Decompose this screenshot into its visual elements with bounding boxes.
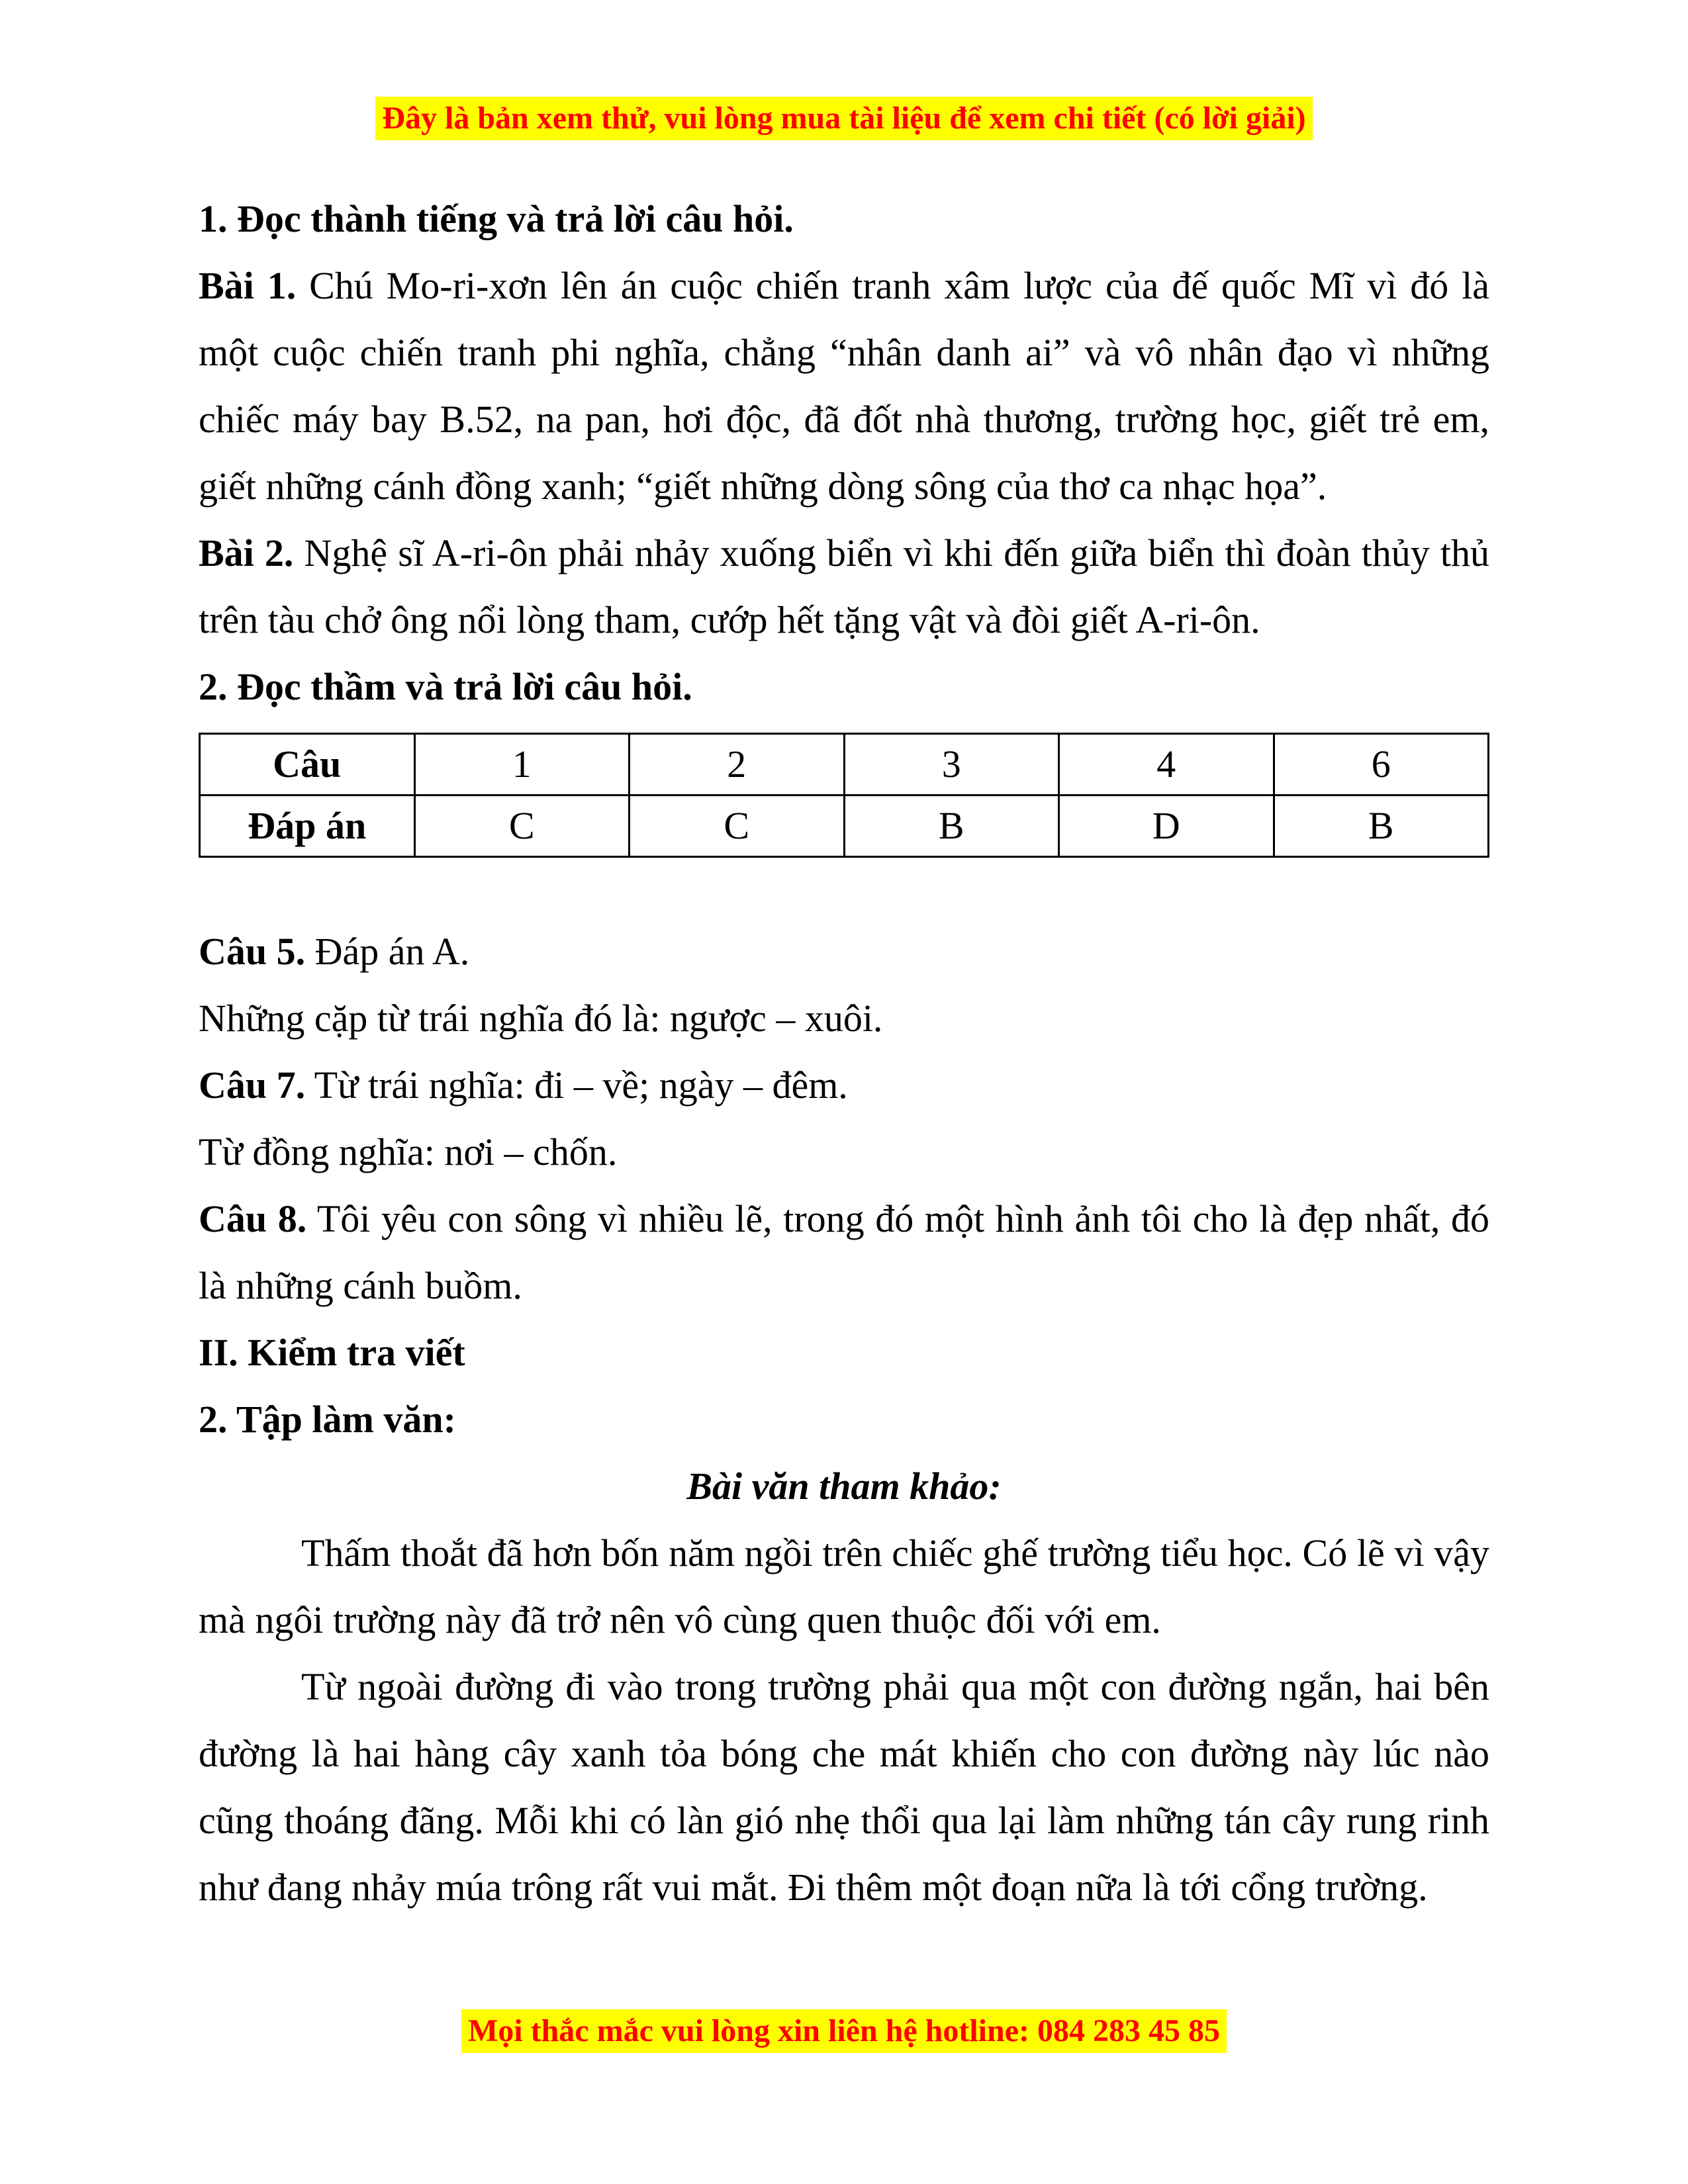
answer-table-cell: B [844, 796, 1059, 857]
heading-writing-test: II. Kiểm tra viết [199, 1331, 465, 1374]
paragraph-cau-5 [199, 918, 1489, 985]
answer-table-cell: 6 [1274, 734, 1489, 796]
paragraph-bai-1 [199, 252, 1489, 520]
cau-8-text: Tôi yêu con sông vì nhiều lẽ, trong đó một hình ảnh tôi cho là đẹp nhất, đó là những cánh buồm. [199, 1197, 1489, 1307]
paragraph-cau-8 [199, 1185, 1489, 1319]
paragraph-cau-7-note: Từ đồng nghĩa: nơi – chốn. [199, 1130, 618, 1173]
answer-table-cell: 4 [1059, 734, 1274, 796]
answer-table-cell: B [1274, 796, 1489, 857]
header-preview-notice: Đây là bản xem thử, vui lòng mua tài liệu để xem chi tiết (có lời giải) [375, 97, 1312, 140]
answer-table-cell: Câu [200, 734, 415, 796]
document-body [199, 185, 1489, 1921]
answer-table-answers-row [200, 796, 1489, 857]
answer-table-cell: D [1059, 796, 1274, 857]
cau-5-label: Câu 5. [199, 930, 306, 973]
answer-table-cell: Đáp án [200, 796, 415, 857]
answer-table-cell: 2 [630, 734, 845, 796]
heading-reading-aloud: 1. Đọc thành tiếng và trả lời câu hỏi. [199, 197, 794, 240]
footer-notice-row [0, 2009, 1688, 2053]
paragraph-cau-7 [199, 1052, 1489, 1118]
answer-table-cell: C [630, 796, 845, 857]
answer-table-cell: C [414, 796, 630, 857]
essay-title: Bài văn tham khảo: [686, 1465, 1002, 1508]
cau-8-label: Câu 8. [199, 1197, 307, 1240]
cau-7-label: Câu 7. [199, 1064, 306, 1107]
answer-table-cell: 1 [414, 734, 630, 796]
paragraph-bai-2 [199, 520, 1489, 653]
footer-hotline-notice: Mọi thắc mắc vui lòng xin liên hệ hotline: 084 283 45 85 [461, 2009, 1227, 2053]
cau-7-text: Từ trái nghĩa: đi – về; ngày – đêm. [305, 1064, 848, 1107]
essay-paragraph-2: Từ ngoài đường đi vào trong trường phải qua một con đường ngắn, hai bên đường là hai hàng cây xanh tỏa bóng che mát khiến cho con đường này lúc nào cũng thoáng đãng. Mỗi khi có làn gió nhẹ thổi qua lại làm những tán cây rung rinh như đang nhảy múa trông rất vui mắt. Đi thêm một đoạn nữa là tới cổng trường. [199, 1665, 1489, 1909]
heading-tap-lam-van: 2. Tập làm văn: [199, 1398, 456, 1441]
bai-2-label: Bài 2. [199, 531, 294, 574]
header-notice-row [0, 97, 1688, 140]
paragraph-cau-5-note: Những cặp từ trái nghĩa đó là: ngược – xuôi. [199, 997, 883, 1040]
essay-paragraph-1: Thấm thoắt đã hơn bốn năm ngồi trên chiếc ghế trường tiểu học. Có lẽ vì vậy mà ngôi trường này đã trở nên vô cùng quen thuộc đối với em. [199, 1531, 1489, 1641]
bai-1-label: Bài 1. [199, 264, 297, 307]
answer-table-cell: 3 [844, 734, 1059, 796]
bai-1-text: Chú Mo-ri-xơn lên án cuộc chiến tranh xâm lược của đế quốc Mĩ vì đó là một cuộc chiến tranh phi nghĩa, chẳng “nhân danh ai” và vô nhân đạo vì những chiếc máy bay B.52, na pan, hơi độc, đã đốt nhà thương, trường học, giết trẻ em, giết những cánh đồng xanh; “giết những dòng sông của thơ ca nhạc họa”. [199, 264, 1489, 508]
heading-silent-reading: 2. Đọc thầm và trả lời câu hỏi. [199, 665, 692, 708]
answer-table-header-row [200, 734, 1489, 796]
cau-5-text: Đáp án A. [305, 930, 470, 973]
answer-table [199, 733, 1489, 858]
bai-2-text: Nghệ sĩ A-ri-ôn phải nhảy xuống biển vì khi đến giữa biển thì đoàn thủy thủ trên tàu chở ông nổi lòng tham, cướp hết tặng vật và đòi giết A-ri-ôn. [199, 531, 1489, 641]
